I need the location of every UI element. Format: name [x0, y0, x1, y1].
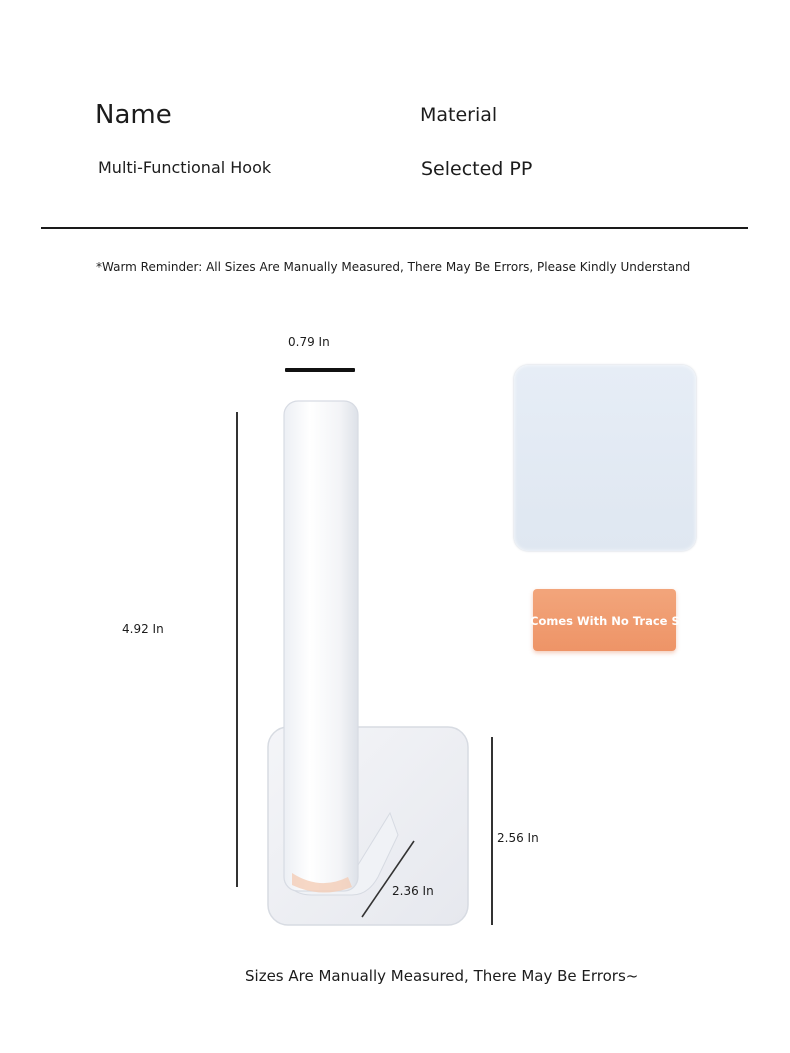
material-label: Material	[420, 104, 498, 126]
hook-arm	[284, 401, 358, 891]
header-divider	[41, 227, 748, 229]
width-dimension-label: 0.79 In	[288, 335, 330, 349]
width-dimension-bar	[285, 368, 355, 372]
footer-note: Sizes Are Manually Measured, There May Be Errors~	[245, 967, 639, 985]
name-value: Multi-Functional Hook	[98, 158, 272, 177]
height-dimension-label: 4.92 In	[122, 622, 164, 636]
sticker-badge-text: Comes With No Trace Stickers	[530, 614, 724, 628]
warm-reminder: *Warm Reminder: All Sizes Are Manually Measured, There May Be Errors, Please Kindly Understand	[96, 260, 691, 274]
base-width-dimension-label: 2.36 In	[392, 884, 434, 898]
adhesive-sticker-image	[514, 365, 696, 551]
material-value: Selected PP	[421, 158, 533, 180]
name-label: Name	[95, 100, 172, 130]
hook-illustration	[240, 395, 500, 940]
hook-product-image	[240, 395, 500, 940]
base-height-dimension-label: 2.56 In	[497, 831, 539, 845]
height-dimension-line	[236, 412, 238, 887]
